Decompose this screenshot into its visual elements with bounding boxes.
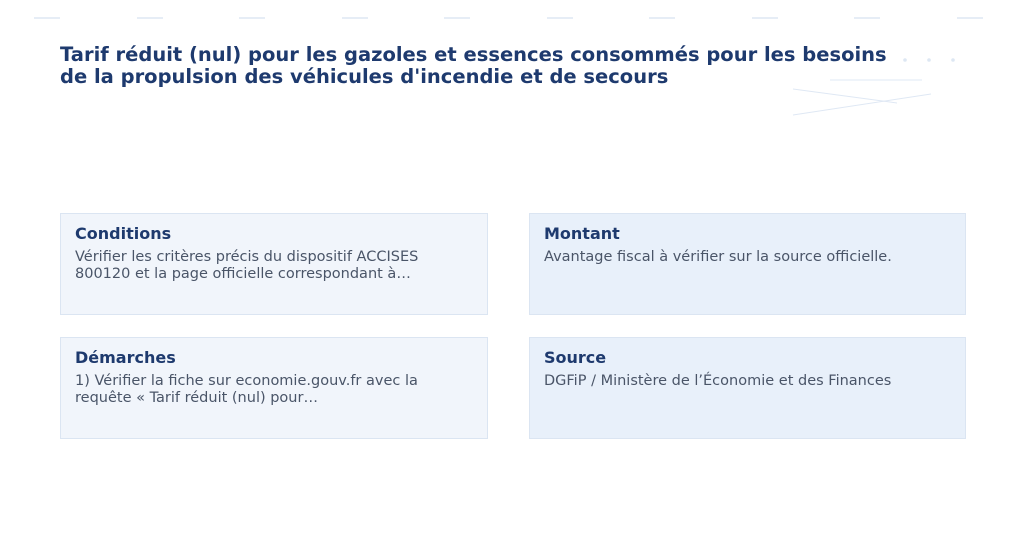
card-conditions <box>60 213 488 315</box>
dash-decoration <box>342 17 368 19</box>
card-heading: Montant <box>544 224 620 243</box>
card-heading: Source <box>544 348 607 367</box>
dash-decoration <box>854 17 880 19</box>
dash-decoration <box>649 17 675 19</box>
card-body: DGFiP / Ministère de l’Économie et des Finances <box>544 373 892 389</box>
card-heading: Conditions <box>75 224 172 243</box>
dash-decoration <box>752 17 778 19</box>
dash-decoration <box>137 17 163 19</box>
card-body: Vérifier les critères précis du dispositif ACCISES 800120 et la page officielle correspondant à… <box>75 249 419 282</box>
card-source <box>529 337 966 439</box>
dash-decoration <box>957 17 983 19</box>
dash-decoration <box>34 17 60 19</box>
card-body: Avantage fiscal à vérifier sur la source officielle. <box>544 249 892 265</box>
card-demarches <box>60 337 488 439</box>
page-title: Tarif réduit (nul) pour les gazoles et essences consommés pour les besoins de la propulsion des véhicules d'incendie et de secours <box>60 43 887 88</box>
card-montant <box>529 213 966 315</box>
card-body: 1) Vérifier la fiche sur economie.gouv.fr avec la requête « Tarif réduit (nul) pour… <box>75 373 418 406</box>
card-heading: Démarches <box>75 348 176 367</box>
dash-decoration <box>444 17 470 19</box>
dash-decoration <box>547 17 573 19</box>
dash-decoration <box>239 17 265 19</box>
